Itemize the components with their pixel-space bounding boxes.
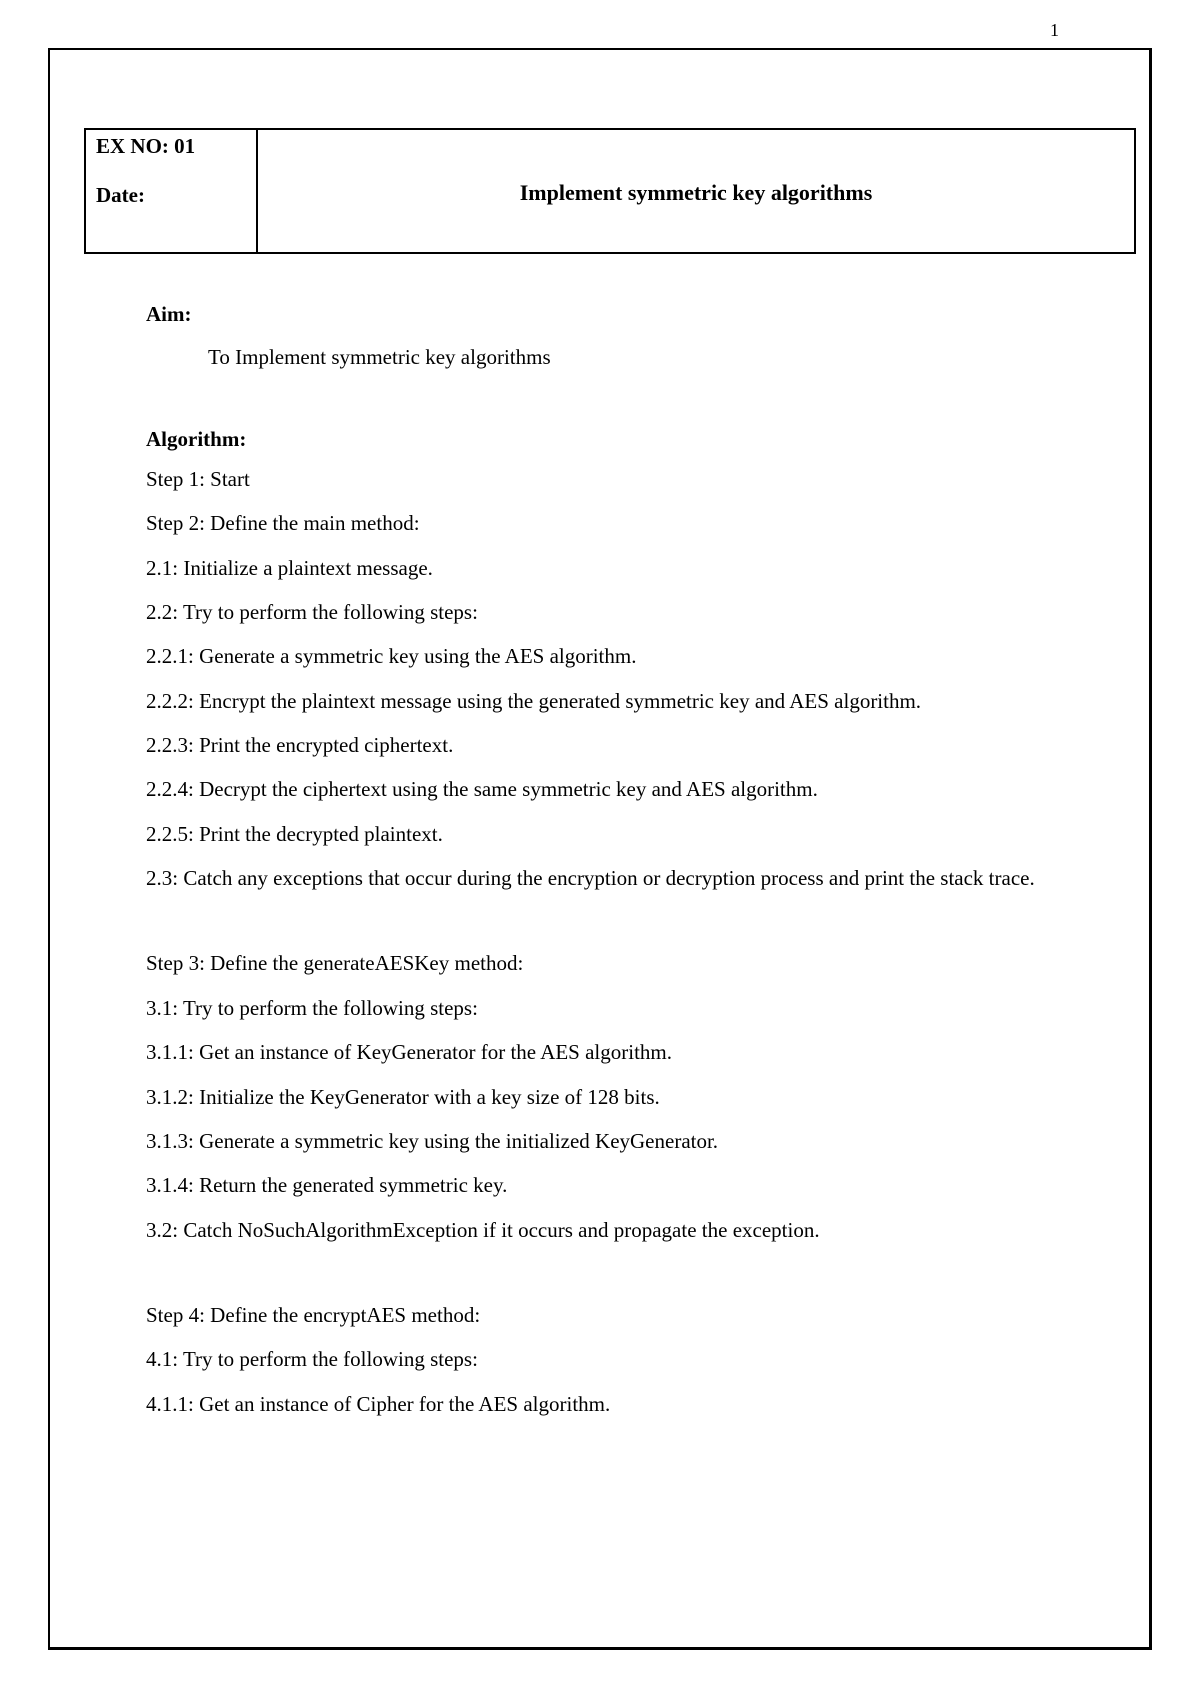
algorithm-heading: Algorithm: (146, 426, 247, 451)
exercise-title: Implement symmetric key algorithms (519, 180, 873, 205)
algorithm-line: 2.2: Try to perform the following steps: (146, 600, 478, 625)
algorithm-line: 3.1.1: Get an instance of KeyGenerator for the AES algorithm. (146, 1040, 673, 1065)
algorithm-line: 3.1.2: Initialize the KeyGenerator with a key size of 128 bits. (146, 1084, 660, 1109)
algorithm-line: 2.2.1: Generate a symmetric key using the AES algorithm. (146, 644, 637, 669)
document-body (146, 300, 1076, 1418)
exercise-date: Date: (96, 183, 145, 207)
step-3-block (146, 949, 1076, 1243)
algorithm-line: 3.1.3: Generate a symmetric key using the initialized KeyGenerator. (146, 1128, 719, 1153)
algorithm-line: Step 1: Start (146, 467, 250, 492)
step-1-block (146, 465, 1076, 493)
algorithm-line: 3.1: Try to perform the following steps: (146, 995, 478, 1020)
step-4-block (146, 1301, 1076, 1418)
algorithm-line: 2.3: Catch any exceptions that occur during the encryption or decryption process and print the stack trace. (146, 866, 1035, 891)
algorithm-line: 2.2.2: Encrypt the plaintext message using the generated symmetric key and AES algorithm. (146, 688, 922, 713)
aim-text: To Implement symmetric key algorithms (208, 345, 551, 370)
algorithm-line: 3.2: Catch NoSuchAlgorithmException if it occurs and propagate the exception. (146, 1217, 820, 1242)
page-number: 1 (1050, 20, 1059, 40)
algorithm-line: Step 4: Define the encryptAES method: (146, 1302, 481, 1327)
algorithm-line: Step 3: Define the generateAESKey method: (146, 951, 524, 976)
header-title-cell (258, 130, 1134, 252)
header-info-cell (86, 130, 258, 252)
algorithm-line: Step 2: Define the main method: (146, 511, 420, 536)
algorithm-line: 2.2.5: Print the decrypted plaintext. (146, 821, 443, 846)
aim-heading: Aim: (146, 302, 192, 326)
exercise-header-table (84, 128, 1136, 254)
algorithm-line: 2.2.4: Decrypt the ciphertext using the same symmetric key and AES algorithm. (146, 777, 818, 802)
algorithm-line: 2.1: Initialize a plaintext message. (146, 555, 433, 580)
algorithm-line: 3.1.4: Return the generated symmetric key. (146, 1173, 508, 1198)
algorithm-line: 4.1.1: Get an instance of Cipher for the AES algorithm. (146, 1391, 611, 1416)
algorithm-line: 2.2.3: Print the encrypted ciphertext. (146, 733, 454, 758)
algorithm-line: 4.1: Try to perform the following steps: (146, 1347, 478, 1372)
exercise-number: EX NO: 01 (96, 134, 196, 158)
step-2-block (146, 509, 1076, 892)
